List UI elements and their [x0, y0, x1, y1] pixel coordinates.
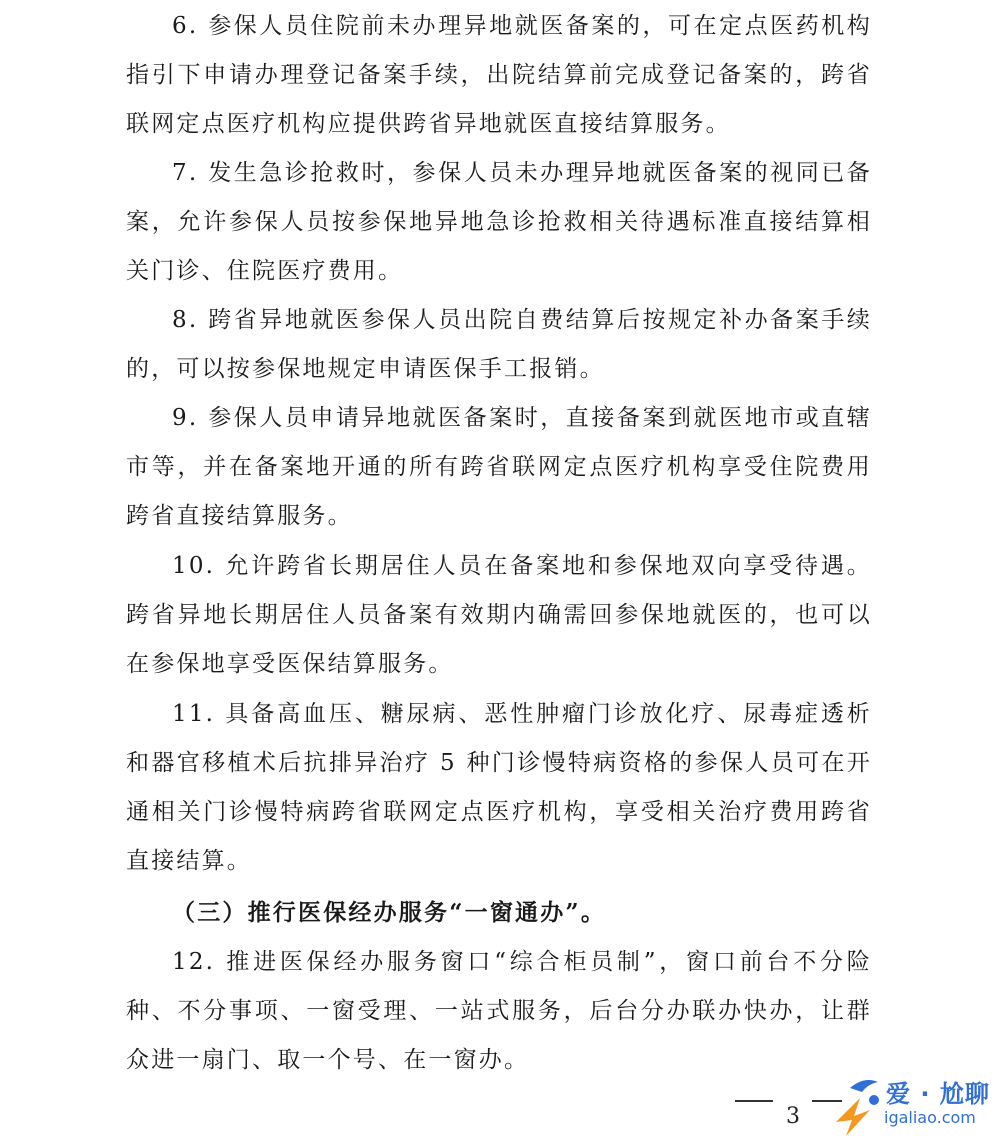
watermark [830, 1068, 1000, 1144]
paragraph-8: 8. 跨省异地就医参保人员出院自费结算后按规定补办备案手续的，可以按参保地规定申请医保手工报销。 [126, 307, 872, 382]
watermark-url: igaliao.com [884, 1108, 976, 1127]
watermark-logo-icon [830, 1070, 890, 1142]
page-number: 3 [786, 1104, 800, 1129]
paragraph-10: 10. 允许跨省长期居住人员在备案地和参保地双向享受待遇。跨省异地长期居住人员备案有效期内确需回参保地就医的，也可以在参保地享受医保结算服务。 [126, 553, 872, 677]
footer-dash-left [735, 1100, 773, 1102]
paragraph-9: 9. 参保人员申请异地就医备案时，直接备案到就医地市或直辖市等，并在备案地开通的所有跨省联网定点医疗机构享受住院费用跨省直接结算服务。 [126, 405, 872, 529]
watermark-site-name: 爱 · 尬聊 [886, 1080, 990, 1108]
section-heading-3: （三）推行医保经办服务“一窗通办”。 [172, 899, 607, 926]
paragraph-6: 6. 参保人员住院前未办理异地就医备案的，可在定点医药机构指引下申请办理登记备案手续，出院结算前完成登记备案的，跨省联网定点医疗机构应提供跨省异地就医直接结算服务。 [126, 13, 872, 137]
paragraph-11: 11. 具备高血压、糖尿病、恶性肿瘤门诊放化疗、尿毒症透析和器官移植术后抗排异治疗 5 种门诊慢特病资格的参保人员可在开通相关门诊慢特病跨省联网定点医疗机构，享受相关治疗费用跨省直接结算。 [126, 701, 872, 874]
paragraph-12: 12. 推进医保经办服务窗口“综合柜员制”，窗口前台不分险种、不分事项、一窗受理、一站式服务，后台分办联办快办，让群众进一扇门、取一个号、在一窗办。 [126, 949, 872, 1073]
paragraph-7: 7. 发生急诊抢救时，参保人员未办理异地就医备案的视同已备案，允许参保人员按参保地异地急诊抢救相关待遇标准直接结算相关门诊、住院医疗费用。 [126, 160, 872, 284]
